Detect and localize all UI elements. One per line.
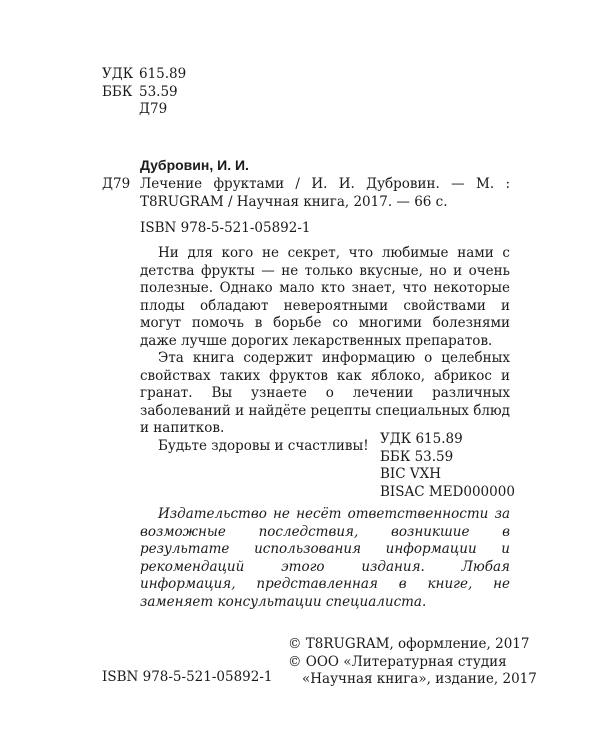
classification-line: BISAC MED000000 (380, 483, 515, 500)
isbn-main: ISBN 978-5-521-05892-1 (140, 220, 311, 236)
bbk-value: 53.59 (139, 83, 178, 100)
copyright-line: © T8RUGRAM, оформление, 2017 (288, 636, 530, 652)
classification-bottom (380, 431, 515, 501)
classification-line: ББК 53.59 (380, 448, 454, 465)
copyright-line: © ООО «Литературная студия (288, 653, 507, 670)
cutter-mark: Д79 (102, 176, 131, 192)
udk-row (102, 66, 186, 84)
bbk-label: ББК (102, 83, 133, 100)
isbn-bottom: ISBN 978-5-521-05892-1 (102, 669, 273, 685)
bbk-row (102, 84, 186, 102)
udk-value: 615.89 (139, 66, 187, 82)
disclaimer-text: Издательство не несёт ответственности за возможные последствия, возникшие в результате использования информации и рекомендаций этого издания. Любая информация, представленная в книге, не заменяет консультации специалиста. (140, 506, 510, 610)
udk-label: УДК (102, 66, 134, 82)
publisher-disclaimer (140, 506, 510, 611)
copyright-line: «Научная книга», издание, 2017 (302, 671, 537, 687)
annotation-paragraph: Будьте здоровы и счастливы! (158, 437, 369, 454)
annotation-paragraph: Ни для кого не секрет, что любимые нами с детства фрукты — не только вкусные, но и очень полезные. Однако мало кто знает, что некоторые плоды обладают невероятными свойствами и могут помочь в борьбе со многими болезнями даже лучше дорогих лекарственных препаратов. (140, 245, 510, 349)
copyright-block (288, 636, 537, 689)
annotation (140, 245, 510, 455)
classification-line: BIC VXH (380, 466, 442, 482)
classification-line: УДК 615.89 (380, 431, 463, 447)
cutter-top: Д79 (139, 101, 168, 117)
annotation-paragraph: Эта книга содержит информацию о целебных свойствах таких фруктов как яблоко, абрикос и гранат. Вы узнаете о лечении различных заболеваний и найдёте рецепты специальных блюд и напитков. (140, 350, 510, 436)
bibliographic-record: Лечение фруктами / И. И. Дубровин. — М. : T8RUGRAM / Научная книга, 2017. — 66 с. (140, 176, 510, 210)
author-name: Дубровин, И. И. (140, 157, 249, 173)
classification-top (102, 66, 186, 119)
